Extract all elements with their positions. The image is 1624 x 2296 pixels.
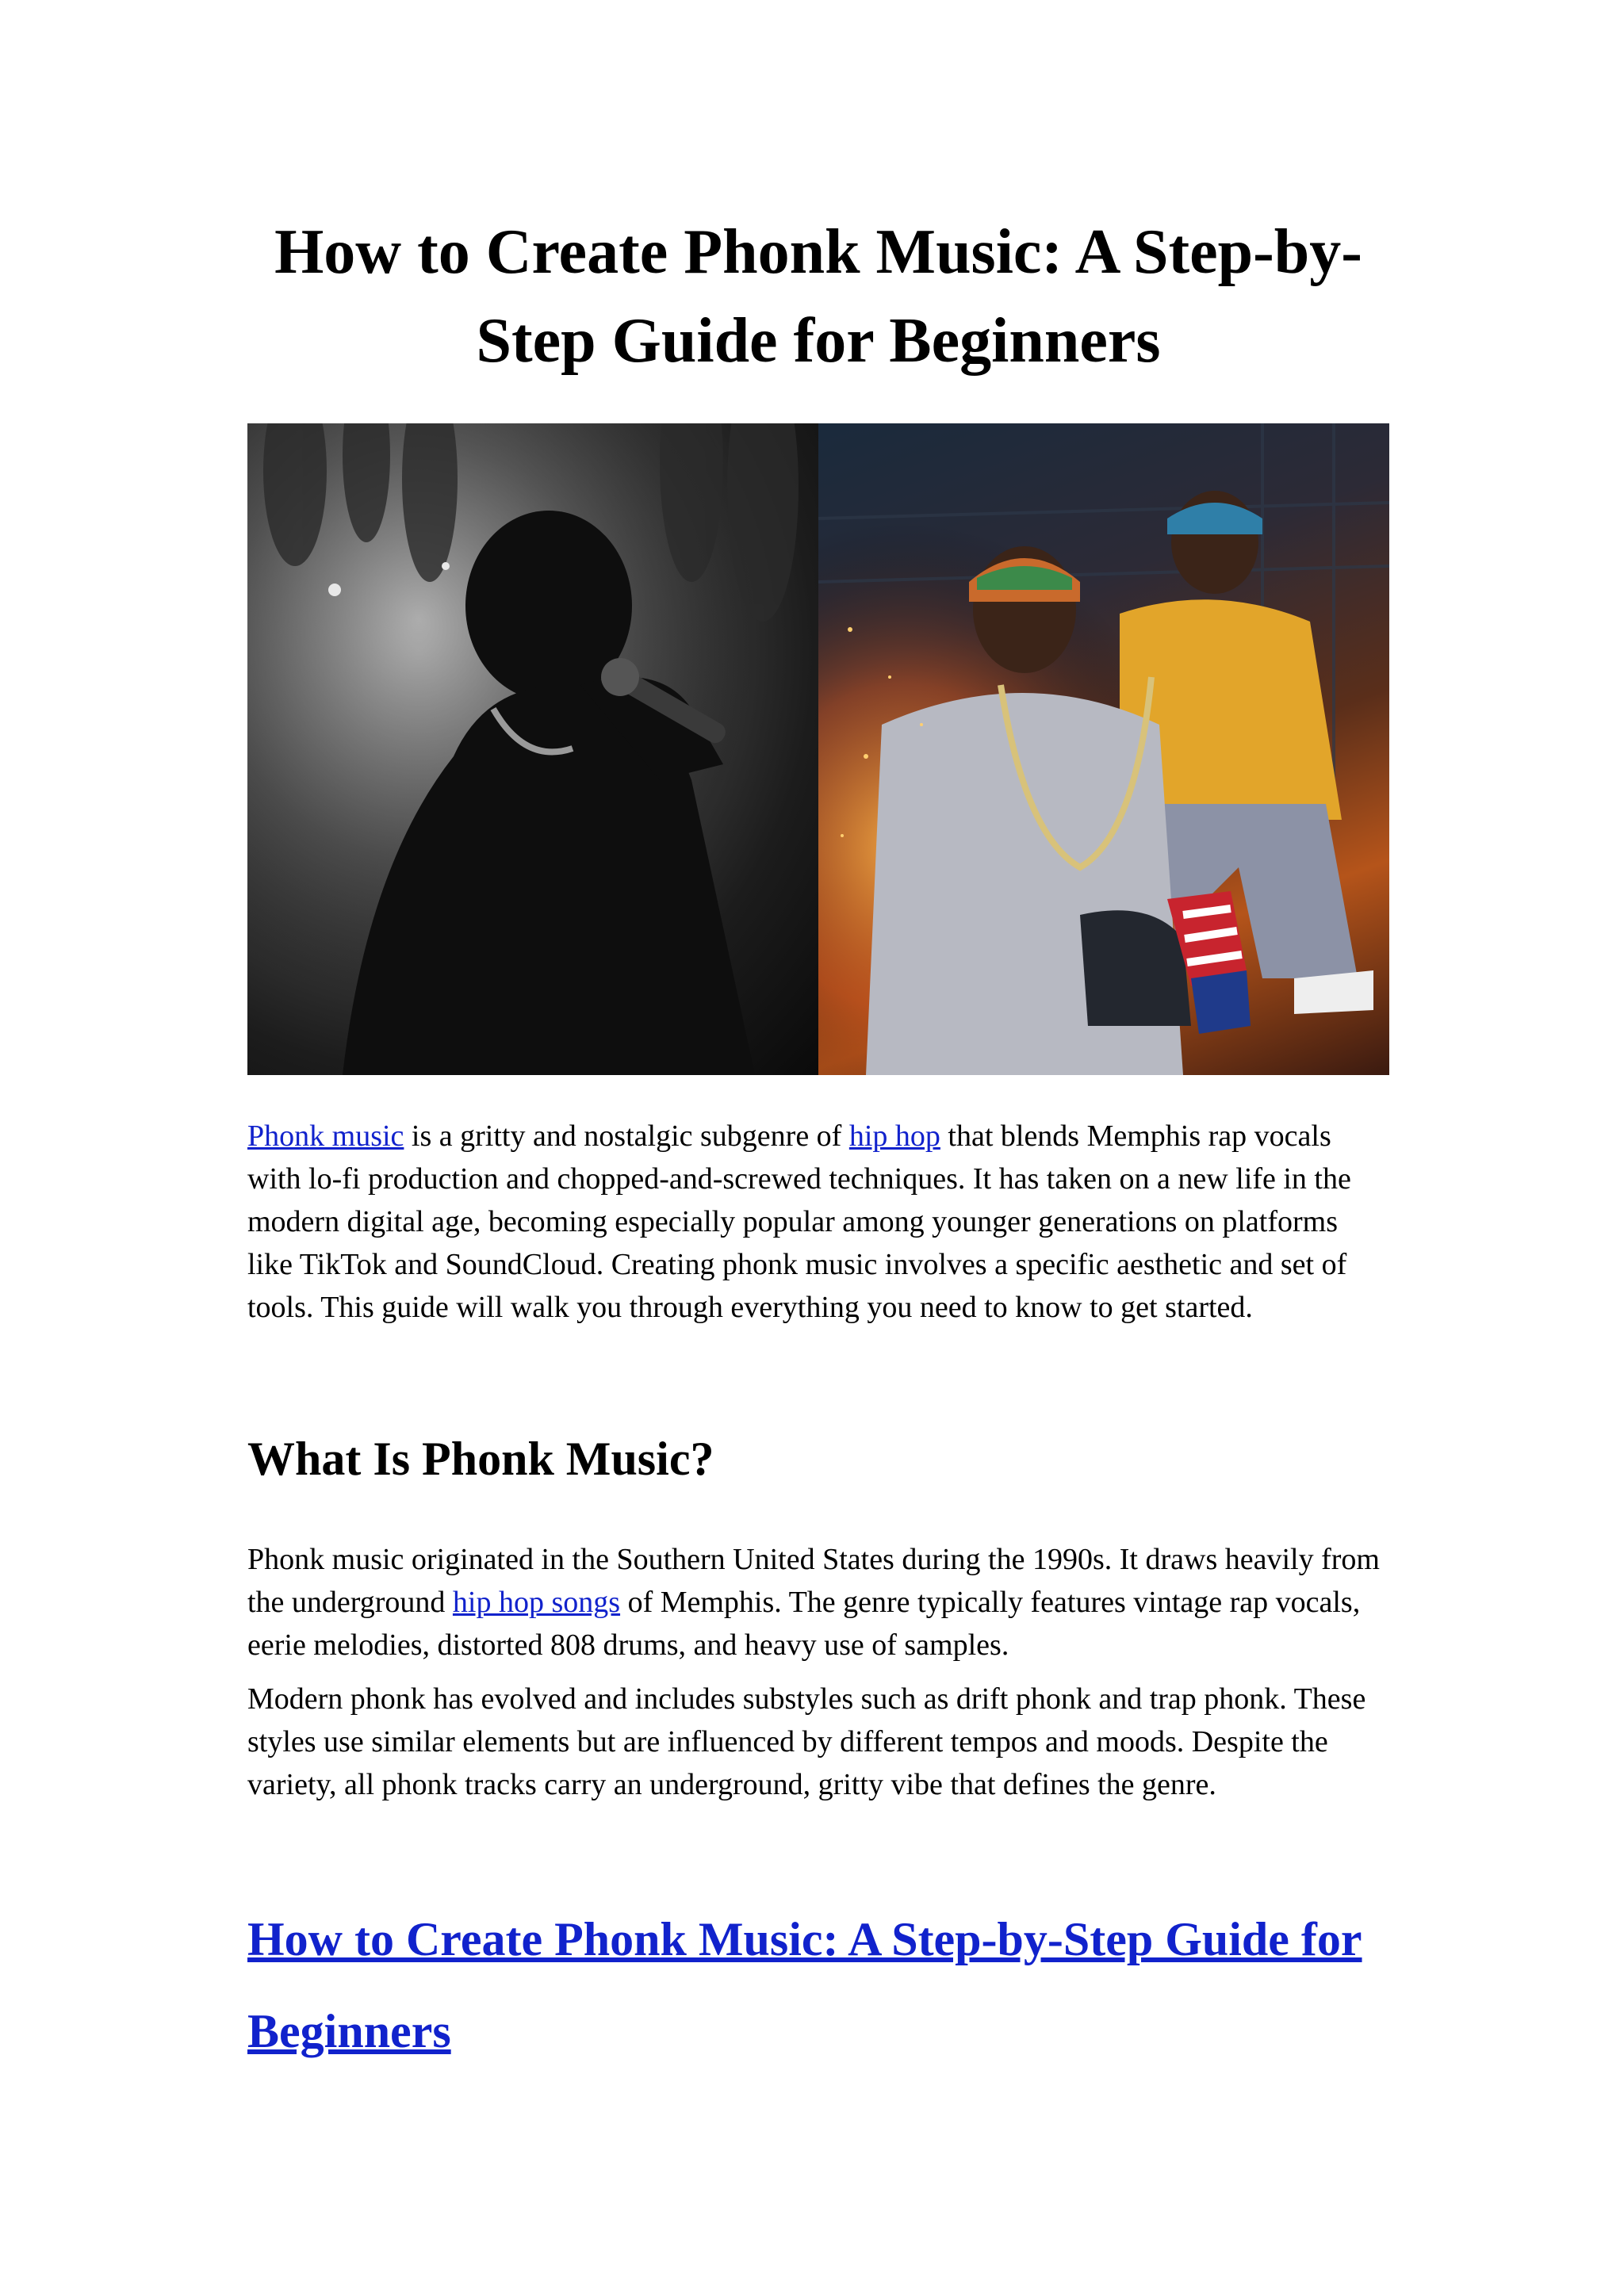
intro-paragraph <box>247 1115 1389 1329</box>
origin-text-2: of Memphis. The genre typically features vintage rap vocals, eerie melodies, distorted 808 drums, and heavy use of samples. <box>247 1586 1361 1662</box>
hip-hop-link[interactable]: hip hop <box>848 1119 940 1153</box>
phonk-music-link[interactable]: Phonk music <box>247 1119 404 1153</box>
guide-heading-link[interactable]: How to Create Phonk Music: A Step-by-Step Guide for Beginners <box>247 1913 1362 2057</box>
origin-text-1: Phonk music originated in the Southern United States during the 1990s. It draws heavily from the underground <box>247 1543 1380 1619</box>
guide-heading <box>247 1893 1389 2077</box>
page-title: How to Create Phonk Music: A Step-by-Step Guide for Beginners <box>274 217 1362 376</box>
hip-hop-songs-link[interactable]: hip hop songs <box>452 1586 621 1619</box>
what-is-phonk-heading: What Is Phonk Music? <box>247 1433 714 1485</box>
modern-phonk-paragraph: Modern phonk has evolved and includes substyles such as drift phonk and trap phonk. These styles use similar elements but are influenced by different tempos and moods. Despite the variety, all phonk tracks carry an underground, gritty vibe that defines the genre. <box>247 1682 1366 1801</box>
hero-image-right-duo <box>818 423 1389 1075</box>
origin-paragraph <box>247 1538 1389 1667</box>
intro-text-2: that blends Memphis rap vocals with lo-fi production and chopped-and-screwed techniques. It has taken on a new life in the modern digital age, becoming especially popular among younger generations on platforms like TikTok and SoundCloud. Creating phonk music involves a specific aesthetic and set of tools. This guide will walk you through everything you need to know to get started. <box>247 1119 1351 1324</box>
hero-image <box>247 423 1389 1075</box>
intro-text-1: is a gritty and nostalgic subgenre of <box>404 1119 849 1153</box>
hero-image-left-performer <box>247 423 818 1075</box>
